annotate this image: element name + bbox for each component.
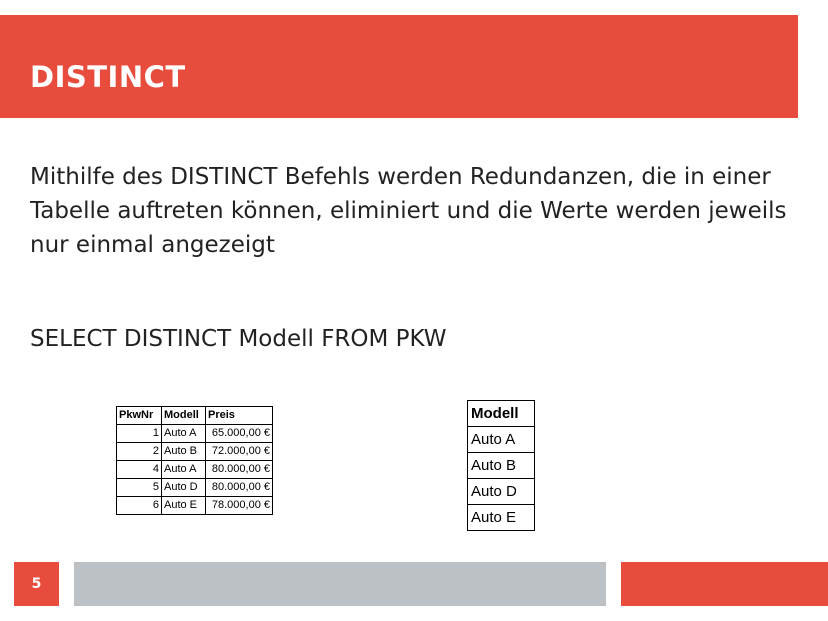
table-row	[117, 443, 273, 461]
table-cell: Auto D	[468, 479, 535, 505]
table-cell: 6	[117, 497, 162, 515]
table-cell: Auto B	[468, 453, 535, 479]
distinct-result-table	[467, 400, 535, 531]
table-row	[468, 505, 535, 531]
table-cell: Auto B	[162, 443, 206, 461]
table-cell: 1	[117, 425, 162, 443]
table-header-row	[117, 407, 273, 425]
table-cell: 65.000,00 €	[206, 425, 273, 443]
slide-body-text: Mithilfe des DISTINCT Befehls werden Redundanzen, die in einer Tabelle auftreten können, eliminiert und die Werte werden jeweils nur einmal angezeigt	[30, 164, 787, 258]
table-cell: 78.000,00 €	[206, 497, 273, 515]
column-header: Modell	[162, 407, 206, 425]
pkw-source-table	[116, 406, 273, 515]
table-cell: 2	[117, 443, 162, 461]
table-cell: Auto E	[468, 505, 535, 531]
table-header-row	[468, 401, 535, 427]
table-cell: 5	[117, 479, 162, 497]
page-number-box	[14, 562, 59, 606]
page-number: 5	[31, 576, 42, 592]
column-header: PkwNr	[117, 407, 162, 425]
table-row	[468, 427, 535, 453]
table-cell: 72.000,00 €	[206, 443, 273, 461]
table-cell: 80.000,00 €	[206, 461, 273, 479]
table-row	[117, 479, 273, 497]
table-row	[117, 497, 273, 515]
footer-gray-bar	[74, 562, 606, 606]
table-cell: Auto E	[162, 497, 206, 515]
column-header: Modell	[468, 401, 535, 427]
table-cell: Auto A	[162, 425, 206, 443]
table-cell: Auto A	[468, 427, 535, 453]
table-row	[468, 453, 535, 479]
table-cell: 4	[117, 461, 162, 479]
slide-title: DISTINCT	[30, 60, 186, 94]
table-cell: Auto A	[162, 461, 206, 479]
table-cell: 80.000,00 €	[206, 479, 273, 497]
table-row	[117, 461, 273, 479]
table-row	[117, 425, 273, 443]
table-row	[468, 479, 535, 505]
sql-query: SELECT DISTINCT Modell FROM PKW	[30, 326, 447, 352]
footer-red-bar	[621, 562, 828, 606]
column-header: Preis	[206, 407, 273, 425]
table-cell: Auto D	[162, 479, 206, 497]
